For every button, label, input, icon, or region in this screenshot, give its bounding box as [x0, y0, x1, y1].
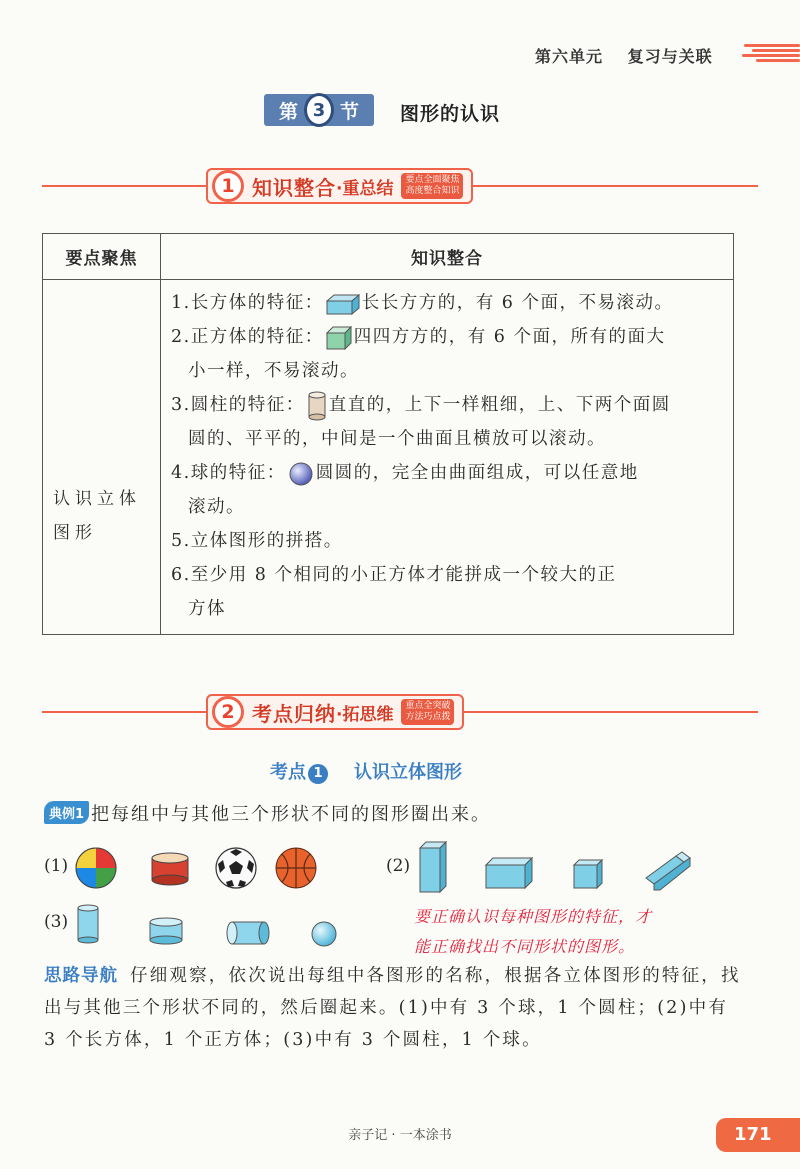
standing-cylinder-icon: [76, 904, 100, 944]
col-header-integration: 知识整合: [161, 234, 734, 280]
handwritten-note: [414, 902, 714, 962]
unit-header: [535, 44, 713, 67]
thinking-guide-label: 思路导航: [44, 966, 118, 986]
beach-ball-icon: [74, 846, 118, 890]
section-number: 3: [304, 93, 334, 127]
unit-title: 复习与关联: [627, 47, 713, 66]
short-cylinder-icon: [148, 916, 184, 946]
group-label-2: (2): [386, 856, 411, 876]
banner-title: 知识整合: [252, 175, 336, 200]
header-stripes-icon: [738, 44, 800, 66]
soccer-ball-icon: [214, 846, 258, 890]
list-item: [171, 456, 723, 524]
table-header-row: [43, 234, 734, 280]
thinking-guide-text: 仔细观察，依次说出每组中各图形的名称，根据各立体图形的特征，找出与其他三个形状不同的，然后圈起来。(1)中有 3 个球，1 个圆柱；(2)中有 3 个长方体，1 个正方体；(3)中有 3 个圆柱，1 个球。: [44, 966, 741, 1050]
cube-icon: [326, 326, 352, 350]
item-text: 5.立体图形的拼搭。: [171, 531, 343, 551]
list-item: [171, 320, 723, 388]
section-suffix: 节: [340, 100, 360, 123]
tall-cuboid-icon: [418, 840, 448, 894]
cylinder-icon: [307, 391, 327, 421]
item-text: 圆圆的，完全由曲面组成，可以任意地: [315, 463, 639, 483]
section-title: 图形的认识: [400, 103, 501, 125]
table-row: [43, 280, 734, 635]
item-text: 2.正方体的特征：: [171, 327, 324, 347]
unit-label: 第六单元: [535, 47, 604, 66]
item-text: 3.圆柱的特征：: [171, 395, 305, 415]
banner-tag-line2: 高度整合知识: [405, 186, 460, 196]
banner-exam-points: [42, 690, 758, 734]
example-text: 把每组中与其他三个形状不同的图形圈出来。: [91, 804, 492, 825]
banner-tag-line1: 要点全面聚焦: [405, 175, 460, 185]
flat-cuboid-icon: [484, 856, 534, 890]
banner-title: 考点归纳: [252, 701, 336, 726]
cube-shape-icon: [572, 858, 604, 890]
banner-tag-line1: 重点全突破: [405, 701, 451, 711]
small-sphere-icon: [310, 920, 338, 948]
thinking-guide: [44, 960, 744, 1056]
basketball-icon: [274, 846, 318, 890]
banner-subtitle: ·拓思维: [336, 704, 394, 725]
key-point-heading: [270, 758, 462, 784]
banner-number: 2: [212, 696, 244, 728]
item-text: 4.球的特征：: [171, 463, 286, 483]
key-point-title: 认识立体图形: [354, 762, 462, 783]
cuboid-icon: [326, 293, 360, 315]
col-header-focus: 要点聚焦: [43, 234, 161, 280]
item-text: 长长方方的，有 6 个面，不易滚动。: [361, 293, 674, 313]
list-item: [171, 388, 723, 456]
banner-number: 1: [212, 170, 244, 202]
key-point-number: 1: [308, 764, 328, 784]
banner-knowledge: [42, 164, 758, 208]
note-line-2: 能正确找出不同形状的图形。: [414, 937, 636, 956]
key-point-label: 考点: [270, 762, 306, 783]
footer-text: 亲子记 · 一本涂书: [348, 1128, 452, 1143]
example-question: [44, 800, 491, 826]
item-text: 直直的，上下一样粗细，上、下两个面圆: [328, 395, 671, 415]
page-number: 171: [716, 1118, 800, 1152]
banner-subtitle: ·重总结: [336, 178, 394, 199]
group-label-3: (3): [44, 912, 69, 932]
item-text: 1.长方体的特征：: [171, 293, 324, 313]
topic-cell: 认识立体图形: [43, 280, 161, 635]
list-item: [171, 524, 723, 558]
sphere-icon: [288, 461, 314, 487]
lying-cylinder-icon: [226, 920, 270, 946]
example-label: 典例1: [44, 801, 89, 824]
section-badge: [264, 94, 374, 126]
group-label-1: (1): [44, 856, 69, 876]
item-text: 四四方方的，有 6 个面，所有的面大: [353, 327, 666, 347]
list-item: [171, 286, 723, 320]
banner-tag: [401, 699, 454, 725]
knowledge-table: [42, 233, 734, 635]
item-text: 滚动。: [188, 497, 245, 517]
item-text: 圆的、平平的，中间是一个曲面且横放可以滚动。: [188, 429, 606, 449]
list-item: [171, 558, 723, 626]
banner-tag-line2: 方法巧点拨: [405, 712, 451, 722]
tilted-cuboid-icon: [644, 850, 694, 892]
item-text: 6.至少用 8 个相同的小正方体才能拼成一个较大的正: [171, 565, 617, 585]
banner-tag: [401, 173, 463, 199]
drum-cylinder-icon: [150, 850, 190, 888]
item-text: 方体: [188, 599, 226, 619]
note-line-1: 要正确认识每种图形的特征，才: [414, 907, 653, 926]
content-cell: [161, 280, 734, 635]
item-text: 小一样，不易滚动。: [188, 361, 359, 381]
section-prefix: 第: [278, 100, 298, 123]
